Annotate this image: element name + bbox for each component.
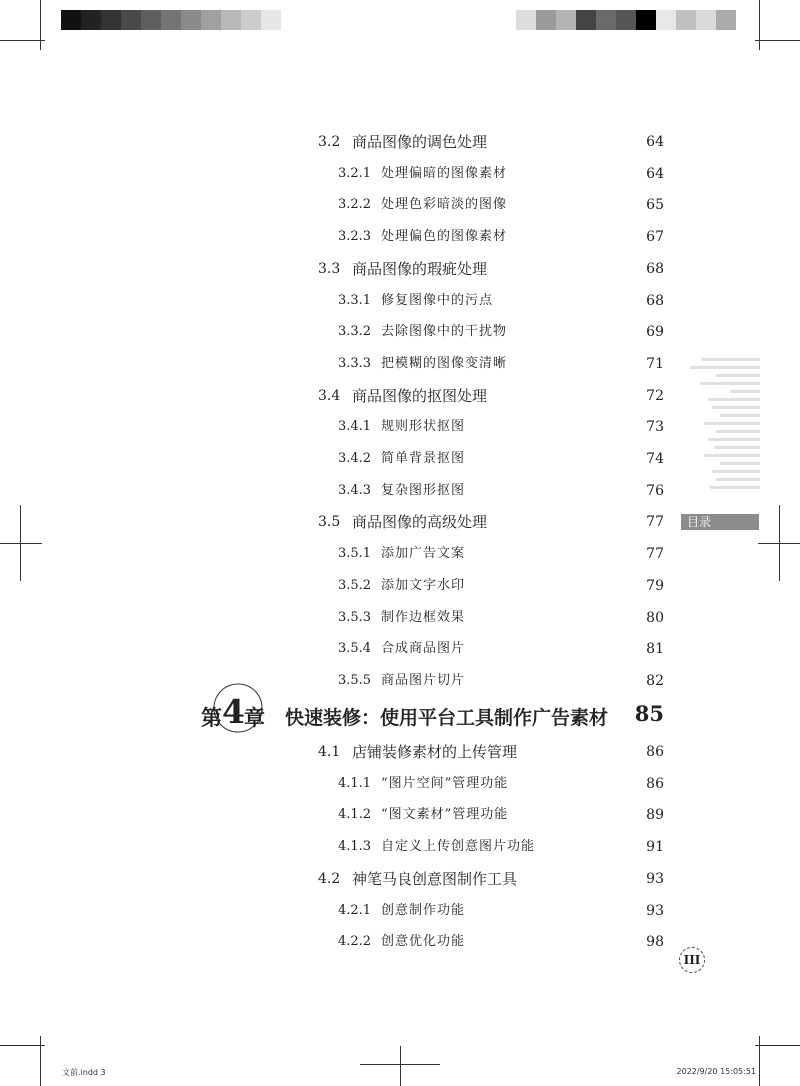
toc-entry-number: 3.4.2 <box>338 451 372 466</box>
color-swatch <box>161 10 181 30</box>
toc-entry-page: 64 <box>646 134 664 150</box>
crop-mark <box>755 40 800 41</box>
toc-entry-number: 3.3.2 <box>338 324 372 340</box>
toc-entry-number: 3.2.2 <box>338 197 372 213</box>
color-swatch <box>656 10 676 30</box>
chapter-heading <box>0 690 800 742</box>
toc-entry-title: 商品图像的调色处理 <box>352 133 488 151</box>
color-swatch <box>121 10 141 30</box>
toc-entry-number: 3.5.2 <box>338 577 372 593</box>
toc-subsection-entry <box>0 481 800 501</box>
decor-stripe <box>700 382 760 385</box>
toc-entry-page: 86 <box>646 744 664 760</box>
toc-entry-number: 4.1 <box>318 744 341 760</box>
toc-entry-page: 98 <box>646 934 664 951</box>
toc-entry-number: 4.1.3 <box>338 839 372 855</box>
toc-entry-title: 商品图像的瑕疵处理 <box>352 259 488 278</box>
color-swatch <box>576 10 596 30</box>
toc-entry-title: 商品图片切片 <box>381 672 466 688</box>
toc-entry-page: 71 <box>646 355 664 372</box>
toc-subsection-entry <box>0 227 800 247</box>
toc-entry-number: 4.2.1 <box>338 902 372 918</box>
toc-entry-title: 创意制作功能 <box>381 902 466 918</box>
toc-section-entry <box>0 742 800 762</box>
toc-entry-page: 93 <box>646 870 664 887</box>
toc-subsection-entry <box>0 671 800 691</box>
toc-entry-page: 76 <box>646 482 664 499</box>
toc-subsection-entry <box>0 901 800 921</box>
toc-entry-number: 4.2.2 <box>338 934 372 950</box>
color-swatch <box>61 10 81 30</box>
chapter-prefix: 第 <box>201 705 222 730</box>
toc-entry-number: 4.1.2 <box>338 807 372 823</box>
slug-timestamp: 2022/9/20 15:05:51 <box>676 1067 756 1076</box>
toc-entry-page: 93 <box>646 902 664 919</box>
toc-subsection-entry <box>0 774 800 794</box>
toc-entry-title: 处理偏暗的图像素材 <box>381 165 508 181</box>
toc-entry-title: 店铺装修素材的上传管理 <box>352 743 518 761</box>
side-tab-label: 目录 <box>681 514 759 530</box>
toc-subsection-entry <box>0 291 800 311</box>
toc-section-entry <box>0 259 800 279</box>
toc-entry-page: 69 <box>646 324 664 341</box>
toc-entry-page: 77 <box>646 546 664 563</box>
toc-entry-title: 添加文字水印 <box>381 577 466 593</box>
color-bar-right <box>516 10 736 30</box>
toc-entry-page: 68 <box>646 292 664 309</box>
toc-entry-number: 3.4 <box>318 387 341 404</box>
toc-subsection-entry <box>0 354 800 374</box>
crop-mark <box>0 1045 45 1046</box>
toc-entry-title: 复杂图形抠图 <box>381 482 466 498</box>
toc-entry-number: 3.5 <box>318 514 341 531</box>
slug-filename: 文前.indd 3 <box>62 1068 106 1077</box>
color-swatch <box>201 10 221 30</box>
toc-entry-page: 65 <box>646 197 664 214</box>
toc-section-entry <box>0 132 800 152</box>
toc-entry-page: 67 <box>646 229 664 246</box>
crop-mark <box>755 1045 800 1046</box>
registration-mark <box>400 1046 401 1086</box>
toc-entry-page: 81 <box>646 641 664 658</box>
toc-entry-page: 82 <box>646 672 664 689</box>
toc-section-entry <box>0 512 800 532</box>
toc-section-entry <box>0 386 800 406</box>
color-swatch <box>101 10 121 30</box>
toc-subsection-entry <box>0 195 800 215</box>
toc-entry-title: 添加广告文案 <box>381 546 466 562</box>
toc-entry-number: 3.4.1 <box>338 419 372 435</box>
toc-entry-page: 79 <box>646 577 664 594</box>
color-bar-left <box>61 10 281 30</box>
toc-entry-title: 自定义上传创意图片功能 <box>381 839 536 855</box>
toc-entry-title: 简单背景抠图 <box>381 451 466 466</box>
color-swatch <box>221 10 241 30</box>
color-swatch <box>636 10 656 30</box>
color-swatch <box>261 10 281 30</box>
decor-stripe <box>712 470 760 473</box>
toc-entry-title: 制作边框效果 <box>381 609 466 625</box>
page-number: III <box>679 947 705 973</box>
toc-entry-page: 64 <box>646 165 664 182</box>
crop-mark <box>0 40 45 41</box>
color-swatch <box>536 10 556 30</box>
toc-entry-page: 74 <box>646 451 664 467</box>
toc-entry-title: 商品图像的高级处理 <box>352 513 488 532</box>
toc-entry-page: 68 <box>646 260 664 277</box>
toc-subsection-entry <box>0 322 800 342</box>
color-swatch <box>596 10 616 30</box>
toc-entry-title: “图片空间”管理功能 <box>381 775 509 791</box>
toc-entry-number: 3.5.5 <box>338 672 372 688</box>
toc-subsection-entry <box>0 837 800 857</box>
decor-stripe <box>708 438 760 441</box>
toc-entry-number: 3.3 <box>318 260 341 277</box>
toc-entry-title: 创意优化功能 <box>381 934 466 950</box>
toc-subsection-entry <box>0 449 800 469</box>
toc-entry-page: 91 <box>646 839 664 856</box>
chapter-title: 快速装修：使用平台工具制作广告素材 <box>285 707 609 729</box>
toc-entry-number: 3.2 <box>318 134 341 150</box>
toc-entry-page: 86 <box>646 775 664 792</box>
crop-mark <box>759 0 760 50</box>
toc-subsection-entry <box>0 417 800 437</box>
toc-subsection-entry <box>0 164 800 184</box>
chapter-suffix: 章 <box>244 705 265 730</box>
toc-section-entry <box>0 869 800 889</box>
toc-subsection-entry <box>0 805 800 825</box>
toc-entry-number: 4.2 <box>318 870 341 887</box>
toc-subsection-entry <box>0 576 800 596</box>
toc-entry-number: 3.4.3 <box>338 482 372 498</box>
color-swatch <box>616 10 636 30</box>
toc-entry-title: 神笔马良创意图制作工具 <box>352 869 518 888</box>
toc-entry-number: 4.1.1 <box>338 775 372 791</box>
crop-mark <box>759 1036 760 1086</box>
toc-entry-number: 3.5.1 <box>338 546 372 562</box>
toc-entry-title: 把模糊的图像变清晰 <box>381 355 508 371</box>
toc-entry-number: 3.3.3 <box>338 355 372 371</box>
color-swatch <box>81 10 101 30</box>
color-swatch <box>676 10 696 30</box>
decor-stripe <box>712 406 760 409</box>
toc-entry-number: 3.5.4 <box>338 641 372 657</box>
toc-subsection-entry <box>0 608 800 628</box>
color-swatch <box>141 10 161 30</box>
toc-entry-title: “图文素材”管理功能 <box>381 807 509 823</box>
color-swatch <box>696 10 716 30</box>
toc-subsection-entry <box>0 544 800 564</box>
toc-entry-title: 规则形状抠图 <box>381 419 466 435</box>
color-swatch <box>716 10 736 30</box>
toc-entry-number: 3.5.3 <box>338 609 372 625</box>
toc-entry-number: 3.3.1 <box>338 292 372 308</box>
toc-entry-title: 去除图像中的干扰物 <box>381 324 508 340</box>
toc-entry-page: 73 <box>646 419 664 436</box>
toc-entry-page: 72 <box>646 387 664 404</box>
color-swatch <box>241 10 261 30</box>
toc-entry-title: 商品图像的抠图处理 <box>352 386 488 405</box>
chapter-page: 85 <box>634 701 664 726</box>
toc-entry-number: 3.2.1 <box>338 165 372 181</box>
toc-entry-page: 89 <box>646 807 664 824</box>
toc-entry-title: 处理色彩暗淡的图像 <box>381 197 508 213</box>
toc-subsection-entry <box>0 932 800 952</box>
color-swatch <box>181 10 201 30</box>
crop-mark <box>40 0 41 50</box>
toc-entry-number: 3.2.3 <box>338 229 372 245</box>
color-swatch <box>556 10 576 30</box>
color-swatch <box>516 10 536 30</box>
toc-entry-title: 处理偏色的图像素材 <box>381 229 508 245</box>
crop-mark <box>40 1036 41 1086</box>
toc-entry-title: 修复图像中的污点 <box>381 292 494 308</box>
toc-subsection-entry <box>0 639 800 659</box>
decor-stripe <box>716 374 760 377</box>
toc-entry-page: 77 <box>646 514 664 531</box>
chapter-number: 4 <box>222 692 245 731</box>
toc-entry-title: 合成商品图片 <box>381 641 466 657</box>
toc-entry-page: 80 <box>646 609 664 626</box>
